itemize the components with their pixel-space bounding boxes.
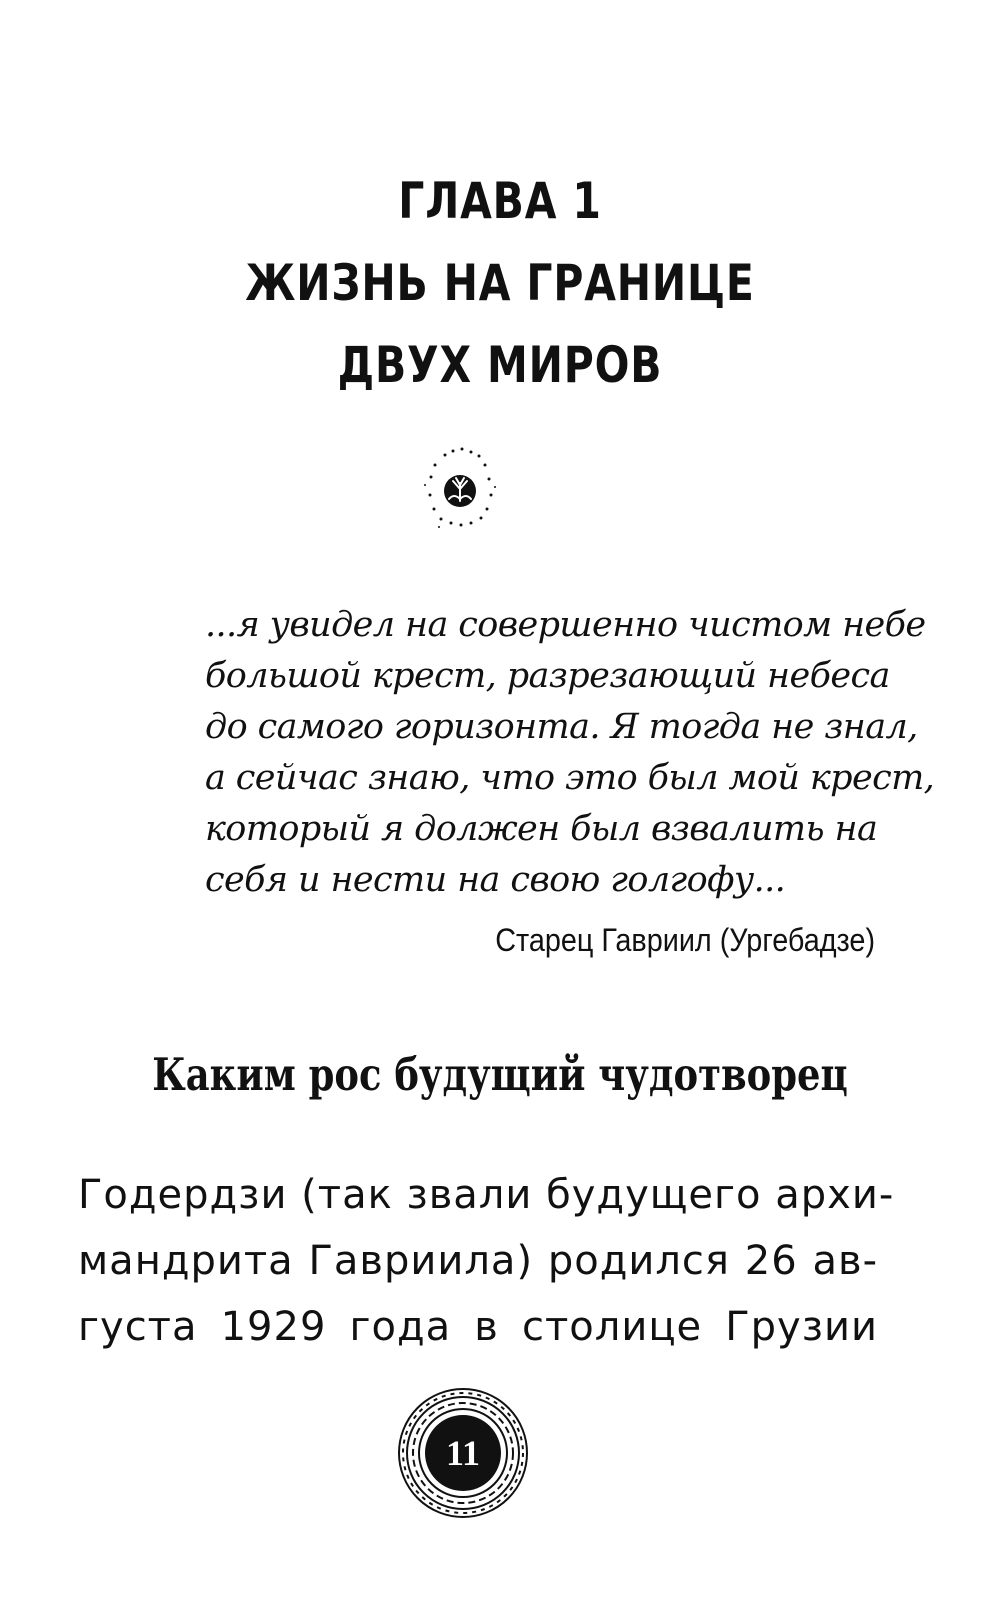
body-line: густа 1929 года в столице Грузии bbox=[78, 1304, 878, 1350]
section-title: Каким рос будущий чудотворец bbox=[152, 1048, 848, 1101]
epigraph-line: а сейчас знаю, что это был мой крест, bbox=[205, 758, 935, 798]
epigraph-line: который я должен был взвалить на bbox=[205, 809, 878, 849]
epigraph-quote bbox=[205, 600, 935, 906]
page-number-badge bbox=[395, 1385, 531, 1521]
chapter-title-line-1: ЖИЗНЬ НА ГРАНИЦЕ bbox=[245, 254, 755, 312]
body-line: Годердзи (так звали будущего архи- bbox=[78, 1172, 895, 1218]
epigraph-line: ...я увидел на совершенно чистом небе bbox=[205, 605, 926, 645]
tree-of-life-ornament-icon bbox=[415, 445, 505, 535]
chapter-heading bbox=[90, 160, 910, 406]
epigraph-attribution: Старец Гавриил (Ургебадзе) bbox=[495, 922, 875, 958]
epigraph-line: большой крест, разрезающий небеса bbox=[205, 656, 890, 696]
page-number: 11 bbox=[445, 1433, 480, 1473]
chapter-title-line-2: ДВУХ МИРОВ bbox=[337, 336, 663, 394]
epigraph-line: до самого горизонта. Я тогда не знал, bbox=[205, 707, 918, 747]
body-paragraph bbox=[78, 1162, 895, 1360]
chapter-label: ГЛАВА 1 bbox=[398, 172, 602, 230]
body-line: мандрита Гавриила) родился 26 ав- bbox=[78, 1238, 878, 1284]
epigraph-line: себя и нести на свою голгофу... bbox=[205, 860, 786, 900]
